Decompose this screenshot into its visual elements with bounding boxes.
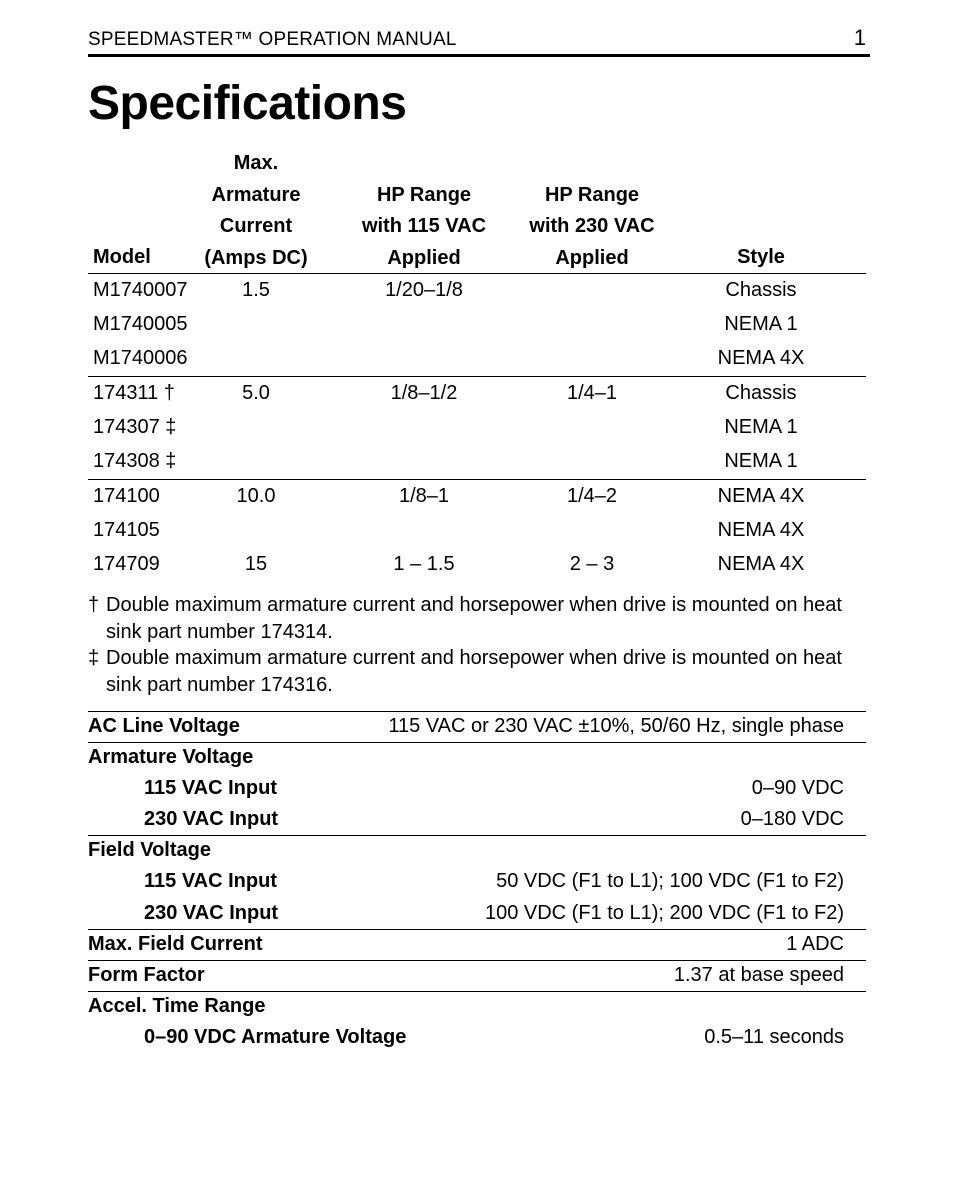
header-amps: Max. Armature Current (Amps DC) (204, 152, 308, 269)
model-cell: 174308 ‡ (93, 450, 177, 472)
model-cell: M1740007 (93, 279, 188, 301)
group-rule (88, 479, 866, 480)
amps-cell: 1.5 (242, 279, 270, 301)
style-cell: NEMA 4X (717, 519, 805, 541)
header-model: Model (93, 246, 151, 268)
spec-row (88, 711, 844, 742)
spec-value: 1 ADC (786, 933, 844, 955)
footnote-mark: ‡ (88, 647, 100, 669)
running-title: SPEEDMASTER™ OPERATION MANUAL (88, 29, 457, 50)
amps-cell: 10.0 (236, 485, 276, 507)
footnote-mark: † (88, 594, 100, 616)
model-cell: M1740005 (93, 313, 188, 335)
amps-cell: 15 (244, 553, 268, 575)
spec-row (88, 960, 844, 991)
spec-value: 0–180 VDC (740, 808, 844, 830)
model-cell: M1740006 (93, 347, 188, 369)
spec-row (88, 773, 844, 804)
spec-value: 1.37 at base speed (673, 964, 844, 986)
spec-value: 100 VDC (F1 to L1); 200 VDC (F1 to F2) (484, 902, 844, 924)
spec-label: AC Line Voltage (88, 715, 240, 737)
model-cell: 174100 (93, 485, 160, 507)
table-rule (88, 273, 866, 274)
spec-row (88, 866, 844, 897)
spec-value: 115 VAC or 230 VAC ±10%, 50/60 Hz, single phase (388, 715, 844, 737)
page-title: Specifications (88, 77, 407, 130)
spec-row (88, 929, 844, 960)
spec-value: 0–90 VDC (751, 777, 844, 799)
model-cell: 174311 † (93, 382, 175, 404)
spec-label: Armature Voltage (88, 746, 254, 768)
spec-label: 0–90 VDC Armature Voltage (144, 1026, 407, 1048)
style-cell: NEMA 4X (717, 485, 805, 507)
model-cell: 174105 (93, 519, 160, 541)
table-row (88, 309, 866, 343)
spec-value: 50 VDC (F1 to L1); 100 VDC (F1 to F2) (496, 870, 844, 892)
group-rule (88, 376, 866, 377)
spec-row (88, 804, 844, 835)
table-row (88, 412, 866, 446)
spec-row (88, 991, 844, 1022)
model-cell: 174709 (93, 553, 160, 575)
hp115-cell: 1/20–1/8 (385, 279, 463, 301)
header-hp115: HP Range with 115 VAC Applied (361, 183, 487, 269)
footnote-text: Double maximum armature current and horsepower when drive is mounted on heat sink part number 174316. (106, 647, 842, 696)
header-hp230: HP Range with 230 VAC Applied (529, 183, 655, 269)
spec-row (88, 1022, 844, 1053)
footnote-dagger (88, 592, 878, 645)
table-row (88, 343, 866, 377)
hp115-cell: 1/8–1/2 (390, 382, 458, 404)
spec-row (88, 742, 844, 773)
hp115-cell: 1/8–1 (398, 485, 450, 507)
style-cell: NEMA 1 (724, 313, 798, 335)
hp115-cell: 1 – 1.5 (393, 553, 455, 575)
spec-label: 115 VAC Input (144, 870, 277, 892)
spec-value: 0.5–11 seconds (704, 1026, 844, 1048)
header-style: Style (737, 246, 785, 268)
spec-label: Form Factor (88, 964, 205, 986)
page-number: 1 (853, 25, 866, 50)
footnote-double-dagger (88, 645, 878, 698)
table-row (88, 275, 866, 309)
style-cell: Chassis (725, 382, 797, 404)
amps-cell: 5.0 (242, 382, 270, 404)
style-cell: NEMA 4X (717, 553, 805, 575)
table-row (88, 378, 866, 412)
table-row (88, 446, 866, 480)
hp230-cell: 2 – 3 (569, 553, 615, 575)
spec-row (88, 898, 844, 929)
spec-label: 115 VAC Input (144, 777, 277, 799)
table-row (88, 481, 866, 515)
table-row (88, 515, 866, 549)
spec-row (88, 835, 844, 866)
footnote-text: Double maximum armature current and horsepower when drive is mounted on heat sink part number 174314. (106, 594, 842, 643)
spec-label: 230 VAC Input (144, 902, 279, 924)
hp230-cell: 1/4–2 (566, 485, 618, 507)
spec-label: Max. Field Current (88, 933, 263, 955)
spec-label: Accel. Time Range (88, 995, 266, 1017)
spec-label: Field Voltage (88, 839, 211, 861)
footnotes (88, 592, 878, 698)
style-cell: NEMA 1 (724, 450, 798, 472)
table-row (88, 549, 866, 583)
page-header (88, 27, 870, 57)
style-cell: Chassis (725, 279, 797, 301)
spec-label: 230 VAC Input (144, 808, 279, 830)
model-cell: 174307 ‡ (93, 416, 177, 438)
hp230-cell: 1/4–1 (566, 382, 618, 404)
style-cell: NEMA 4X (717, 347, 805, 369)
style-cell: NEMA 1 (724, 416, 798, 438)
